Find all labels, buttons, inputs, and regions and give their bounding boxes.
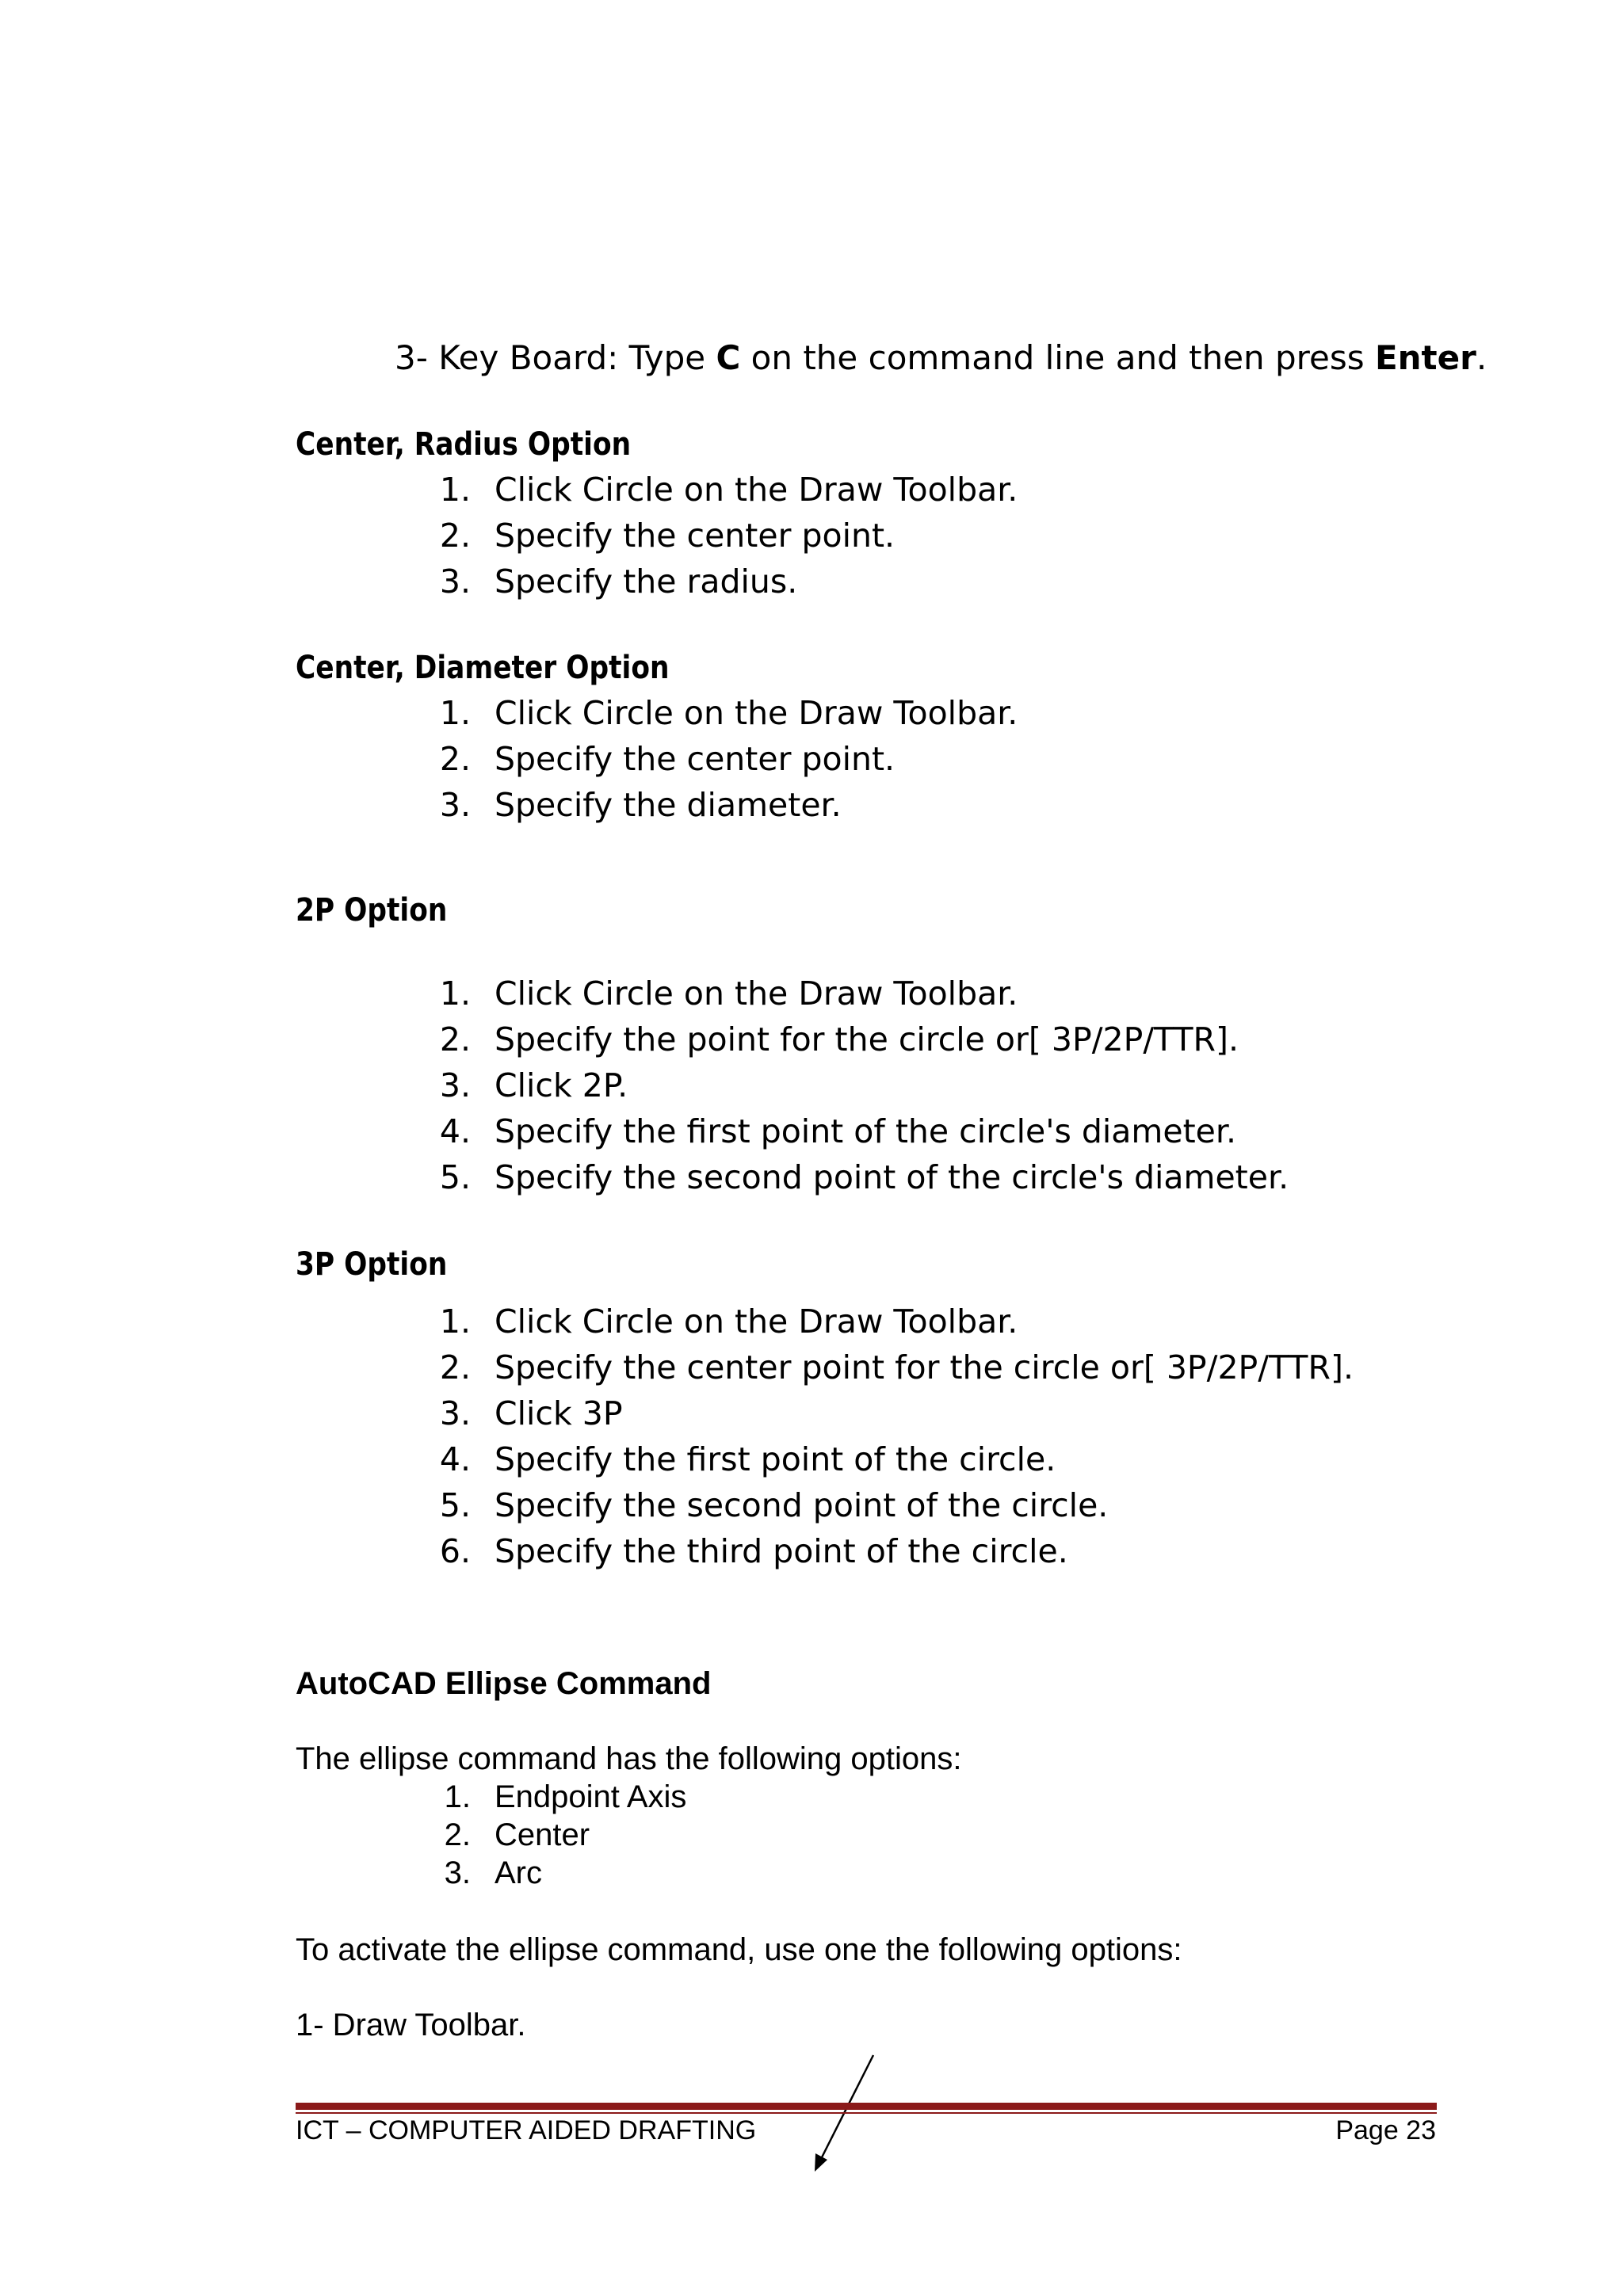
keyboard-middle: on the command line and then press bbox=[740, 338, 1375, 377]
footer-rule-thick bbox=[296, 2103, 1437, 2110]
ellipse-activate: To activate the ellipse command, use one the following options: bbox=[296, 1932, 1182, 1967]
key-enter: Enter bbox=[1374, 338, 1476, 377]
footer-title: ICT – COMPUTER AIDED DRAFTING bbox=[296, 2115, 757, 2145]
keyboard-prefix: 3- Key Board: Type bbox=[395, 338, 716, 377]
ellipse-step-1: 1- Draw Toolbar. bbox=[296, 2008, 526, 2042]
key-c: C bbox=[716, 338, 741, 377]
heading-2p-option: 2P Option bbox=[296, 892, 448, 929]
heading-ellipse-command: AutoCAD Ellipse Command bbox=[296, 1666, 712, 1701]
heading-center-diameter: Center, Diameter Option bbox=[296, 650, 670, 686]
keyboard-suffix: . bbox=[1476, 338, 1487, 377]
footer-rule-thin bbox=[296, 2112, 1437, 2114]
ellipse-intro: The ellipse command has the following options: bbox=[296, 1741, 962, 1776]
heading-center-radius: Center, Radius Option bbox=[296, 426, 632, 463]
heading-3p-option: 3P Option bbox=[296, 1246, 448, 1283]
page-number: Page 23 bbox=[1335, 2115, 1436, 2145]
